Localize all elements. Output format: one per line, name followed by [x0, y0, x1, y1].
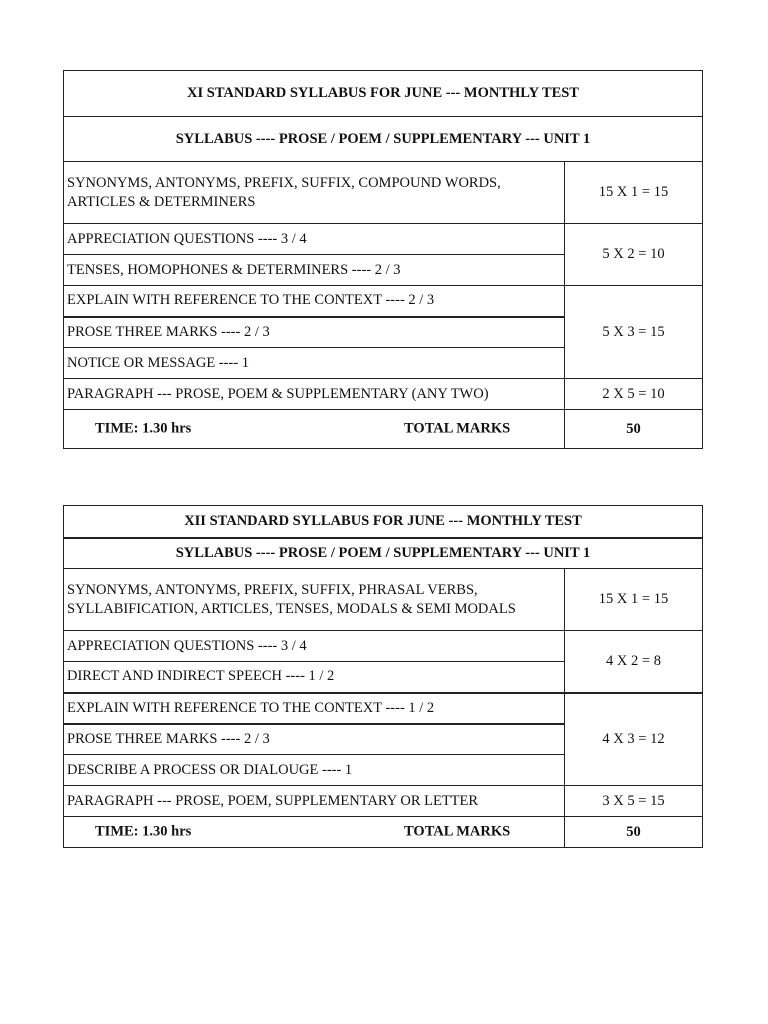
footer-row: [64, 410, 703, 449]
xii-syllabus-table: [63, 505, 703, 848]
marks-cell: 4 X 3 = 12: [565, 693, 703, 786]
table-row: [64, 379, 703, 410]
syllabus-heading: SYLLABUS ---- PROSE / POEM / SUPPLEMENTARY --- UNIT 1: [64, 117, 703, 162]
total-marks-value: 50: [565, 410, 703, 449]
table-row: [64, 162, 703, 224]
table-row: [64, 786, 703, 817]
total-marks-value: 50: [565, 817, 703, 848]
marks-cell: 5 X 3 = 15: [565, 286, 703, 379]
table-title: XII STANDARD SYLLABUS FOR JUNE --- MONTHLY TEST: [64, 506, 703, 538]
marks-cell: 15 X 1 = 15: [565, 162, 703, 224]
topic-cell: [64, 569, 565, 631]
topic-cell: APPRECIATION QUESTIONS ---- 3 / 4: [64, 224, 565, 255]
table-row: [64, 286, 703, 317]
topic-line: SYNONYMS, ANTONYMS, PREFIX, SUFFIX, PHRASAL VERBS,: [67, 581, 478, 598]
marks-cell: 5 X 2 = 10: [565, 224, 703, 286]
topic-cell: NOTICE OR MESSAGE ---- 1: [64, 348, 565, 379]
marks-cell: 4 X 2 = 8: [565, 631, 703, 693]
topic-cell: DIRECT AND INDIRECT SPEECH ---- 1 / 2: [64, 662, 565, 693]
table-row: [64, 224, 703, 255]
topic-cell: DESCRIBE A PROCESS OR DIALOUGE ---- 1: [64, 755, 565, 786]
topic-cell: EXPLAIN WITH REFERENCE TO THE CONTEXT ---- 1 / 2: [64, 693, 565, 724]
time-label: TIME: 1.30 hrs: [95, 420, 192, 437]
topic-cell: EXPLAIN WITH REFERENCE TO THE CONTEXT ---- 2 / 3: [64, 286, 565, 317]
syllabus-heading: SYLLABUS ---- PROSE / POEM / SUPPLEMENTARY --- UNIT 1: [64, 538, 703, 569]
topic-cell: PROSE THREE MARKS ---- 2 / 3: [64, 724, 565, 755]
time-label: TIME: 1.30 hrs: [95, 823, 192, 840]
marks-cell: 15 X 1 = 15: [565, 569, 703, 631]
table-row: [64, 569, 703, 631]
xi-syllabus-table: [63, 70, 703, 449]
footer-cell: [64, 817, 565, 848]
marks-cell: 3 X 5 = 15: [565, 786, 703, 817]
total-marks-label: TOTAL MARKS: [404, 823, 511, 840]
table-row: [64, 631, 703, 662]
topic-cell: TENSES, HOMOPHONES & DETERMINERS ---- 2 / 3: [64, 255, 565, 286]
footer-row: [64, 817, 703, 848]
total-marks-label: TOTAL MARKS: [404, 420, 511, 437]
footer-cell: [64, 410, 565, 449]
topic-line: SYNONYMS, ANTONYMS, PREFIX, SUFFIX, COMPOUND WORDS,: [67, 174, 501, 191]
topic-cell: PROSE THREE MARKS ---- 2 / 3: [64, 317, 565, 348]
topic-cell: APPRECIATION QUESTIONS ---- 3 / 4: [64, 631, 565, 662]
marks-cell: 2 X 5 = 10: [565, 379, 703, 410]
topic-cell: PARAGRAPH --- PROSE, POEM, SUPPLEMENTARY OR LETTER: [64, 786, 565, 817]
topic-cell: PARAGRAPH --- PROSE, POEM & SUPPLEMENTARY (ANY TWO): [64, 379, 565, 410]
topic-line: SYLLABIFICATION, ARTICLES, TENSES, MODALS & SEMI MODALS: [67, 600, 516, 617]
table-title: XI STANDARD SYLLABUS FOR JUNE --- MONTHLY TEST: [64, 71, 703, 117]
topic-line: ARTICLES & DETERMINERS: [67, 193, 256, 210]
table-row: [64, 693, 703, 724]
topic-cell: [64, 162, 565, 224]
